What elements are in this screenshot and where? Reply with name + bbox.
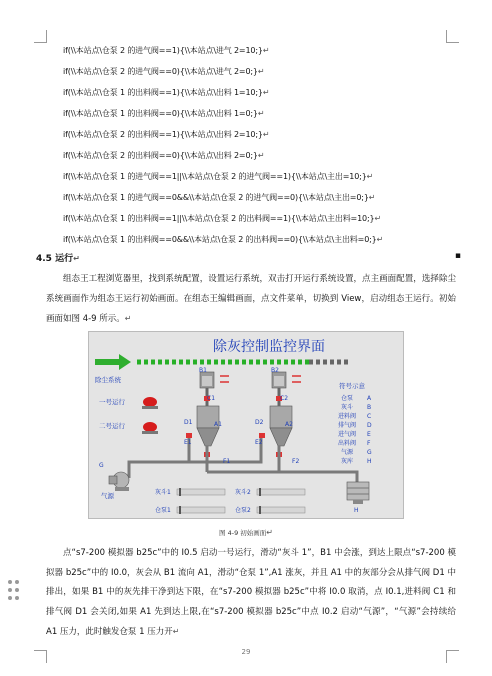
code-line: if(\\本站点\仓泵 1 的出料阀==1||\\本站点\仓泵 2 的出料阀==1){\\本站点\主出料=10;}↵ bbox=[63, 214, 382, 223]
label-dust-system: 除尘系统 bbox=[95, 376, 121, 384]
code-line: if(\\本站点\仓泵 1 的进气阀==1||\\本站点\仓泵 2 的进气阀==1){\\本站点\主出=10;}↵ bbox=[63, 172, 374, 181]
hmi-title: 除灰控制监控界面 bbox=[213, 339, 325, 355]
legend-name: 进气阀 bbox=[338, 431, 357, 438]
code-line: if(\\本站点\仓泵 1 的出料阀==1){\\本站点\出料 1=10;}↵ bbox=[63, 88, 270, 97]
gauge-label: 仓泵1 bbox=[155, 507, 171, 514]
device-label: C2 bbox=[280, 395, 289, 402]
device-label: E1 bbox=[184, 439, 192, 446]
device-label: F2 bbox=[292, 458, 300, 465]
code-line: if(\\本站点\仓泵 2 的出料阀==0){\\本站点\出料 2=0;}↵ bbox=[63, 151, 265, 160]
device-label: H bbox=[354, 507, 359, 514]
code-line: if(\\本站点\仓泵 1 的进气阀==0&&\\本站点\仓泵 2 的进气阀==0){\\本站点\主出=0;}↵ bbox=[63, 193, 376, 202]
legend-name: 进料阀 bbox=[338, 413, 357, 420]
paragraph-intro: 组态王工程浏览器里，找到系统配置，设置运行系统，双击打开运行系统设置，点主画面配置，选择除尘系统画面作为组态王运行初始画面。在组态王编辑画面，点文件菜单，切换到 View，启动组态王运行。初始画面如图 4-9 所示。↵ bbox=[46, 274, 456, 324]
drag-handle-icon[interactable] bbox=[8, 580, 22, 604]
code-line: if(\\本站点\仓泵 2 的进气阀==0){\\本站点\进气 2=0;}↵ bbox=[63, 67, 265, 76]
code-line: if(\\本站点\仓泵 1 的出料阀==0){\\本站点\出料 1=0;}↵ bbox=[63, 109, 265, 118]
legend-code: H bbox=[367, 458, 372, 465]
crop-mark bbox=[34, 30, 47, 43]
code-line: if(\\本站点\仓泵 1 的出料阀==0&&\\本站点\仓泵 2 的出料阀==0){\\本站点\主出料=0;}↵ bbox=[63, 235, 384, 244]
section-heading-text: 4.5 运行 bbox=[36, 254, 74, 264]
legend-name: 出料阀 bbox=[338, 440, 357, 447]
gauge-label: 灰斗1 bbox=[155, 489, 171, 496]
scada-screenshot bbox=[88, 331, 404, 519]
paragraph-procedure: 点“s7-200 模拟器 b25c”中的 I0.5 启动一号运行，滑动“灰斗 1”，B1 中会涨，到达上限点“s7-200 模拟器 b25c”中的 I0.0，灰会从 B1 流向 A1，滑动“仓泵 1”,A1 涨灰，并且 A1 中的灰部分会从排气阀 D1 中排出，如果 B1 中的灰先排干净到达下限，在“s7-200 模拟器 b25c”中将 I0.0 取消，点 I0.1,进料阀 C1 和排气阀 D1 会关闭,如果 A1 先到达上限,在“s7-200 模拟器 b25c”中点 I0.2 启动“气源”，“气源”会持续给 A1 压力，此时触发仓泵 1 压力开↵ bbox=[46, 548, 456, 637]
device-label: D1 bbox=[184, 419, 193, 426]
legend-name: 气源 bbox=[341, 449, 354, 456]
legend-name: 仓泵 bbox=[341, 395, 354, 402]
code-line: if(\\本站点\仓泵 2 的进气阀==1){\\本站点\进气 2=10;}↵ bbox=[63, 46, 270, 55]
legend-code: C bbox=[367, 413, 372, 420]
code-block bbox=[63, 40, 455, 250]
legend-title: 符号示意 bbox=[339, 382, 365, 390]
device-label: B2 bbox=[271, 367, 279, 374]
legend-code: E bbox=[367, 431, 371, 438]
hopper-b2 bbox=[272, 372, 286, 388]
device-label: A1 bbox=[214, 421, 222, 428]
legend-code: B bbox=[367, 404, 372, 411]
gauge-label: 仓泵2 bbox=[235, 507, 251, 514]
device-label: A2 bbox=[285, 421, 293, 428]
hopper-b1 bbox=[200, 372, 214, 388]
gauge-label: 灰斗2 bbox=[235, 489, 251, 496]
code-line: if(\\本站点\仓泵 2 的出料阀==1){\\本站点\出料 2=10;}↵ bbox=[63, 130, 270, 139]
legend-name: 排气阀 bbox=[338, 422, 357, 429]
bullet-dot: ▪ bbox=[454, 251, 461, 261]
legend-code: A bbox=[367, 395, 372, 402]
device-label: G bbox=[99, 462, 104, 469]
device-label: E2 bbox=[255, 439, 263, 446]
page-number: 29 bbox=[241, 648, 251, 656]
device-label: F1 bbox=[223, 458, 231, 465]
device-label: D2 bbox=[255, 419, 264, 426]
figure-caption: 图 4-9 初始画面↵ bbox=[219, 528, 273, 537]
gas-source-label: 气源 bbox=[101, 492, 114, 500]
device-label: B1 bbox=[199, 367, 207, 374]
legend-code: G bbox=[367, 449, 372, 456]
label-run-1: 一号运行 bbox=[99, 398, 125, 406]
legend-name: 灰库 bbox=[341, 458, 354, 465]
device-label: C1 bbox=[207, 395, 216, 402]
label-run-2: 二号运行 bbox=[99, 422, 125, 430]
legend-code: F bbox=[367, 440, 371, 447]
legend-name: 灰斗 bbox=[341, 404, 354, 411]
section-heading: 4.5 运行↵ ▪ bbox=[36, 251, 461, 264]
legend-code: D bbox=[367, 422, 372, 429]
